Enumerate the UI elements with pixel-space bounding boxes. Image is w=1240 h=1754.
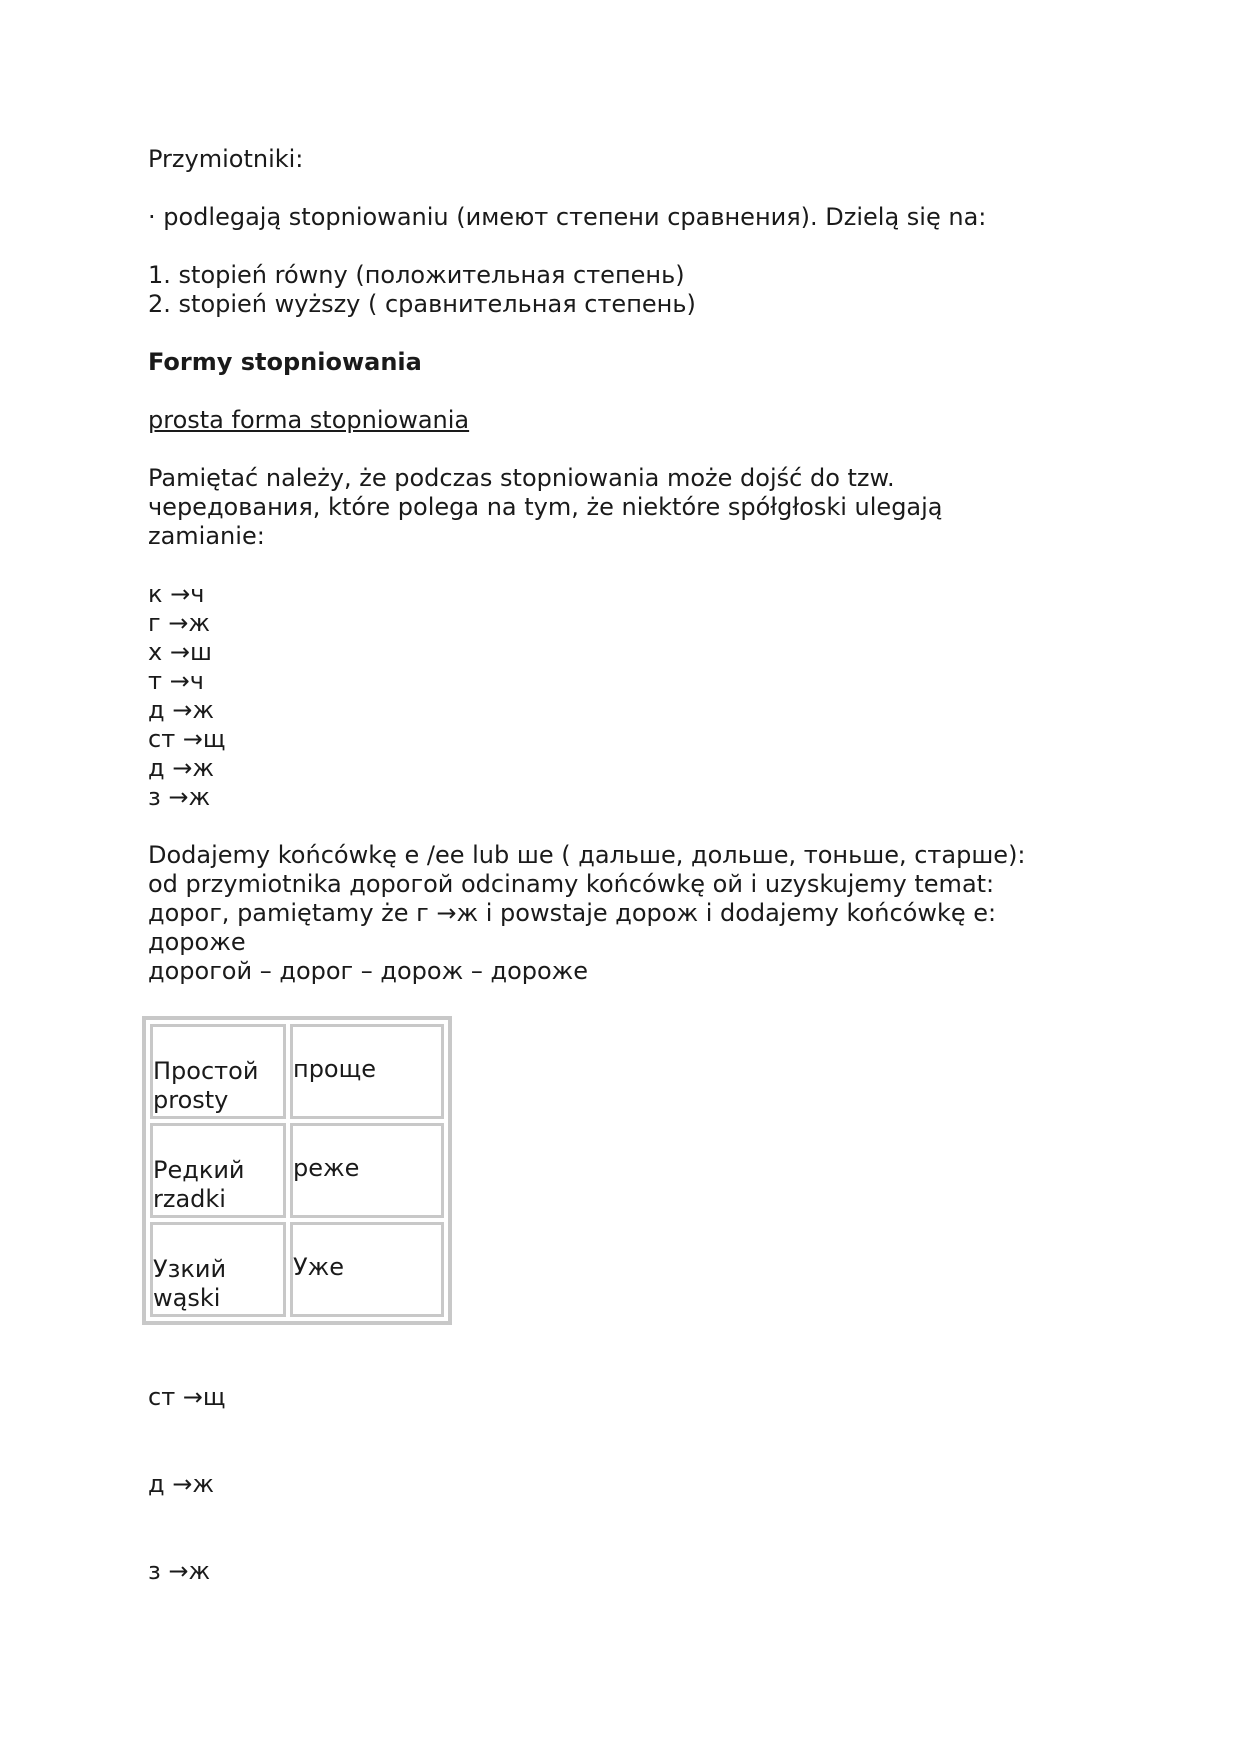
tail-alternation-item: з →ж bbox=[148, 1557, 211, 1585]
table-row bbox=[150, 1222, 444, 1317]
alternation-item: ст →щ bbox=[148, 725, 226, 753]
explanation-line: Dodajemy końcówkę е /ее lub ше ( дальше, дольше, тоньше, старше): bbox=[148, 841, 1026, 869]
alternation-item: г →ж bbox=[148, 609, 210, 637]
note-line: чередования, które polega na tym, że niektóre spółgłoski ulegają bbox=[148, 493, 943, 521]
section-subheading: prosta forma stopniowania bbox=[148, 406, 470, 434]
document-title: Przymiotniki: bbox=[148, 145, 304, 173]
tail-alternation-item: ст →щ bbox=[148, 1383, 226, 1411]
section-heading: Formy stopniowania bbox=[148, 348, 422, 376]
note-line: Pamiętać należy, że podczas stopniowania może dojść do tzw. bbox=[148, 464, 895, 492]
table-cell-comparative bbox=[290, 1123, 444, 1218]
table-cell-comparative bbox=[290, 1222, 444, 1317]
alternation-item: з →ж bbox=[148, 783, 211, 811]
cell-ru: Узкий bbox=[153, 1254, 227, 1283]
table-cell-positive bbox=[150, 1123, 286, 1218]
table-row bbox=[150, 1123, 444, 1218]
cell-ru: Редкий bbox=[153, 1155, 245, 1184]
explanation-line: дороже bbox=[148, 928, 246, 956]
alternation-item: д →ж bbox=[148, 696, 214, 724]
explanation-line: дорог, pamiętamy że г →ж i powstaje дорож i dodajemy końcówkę е: bbox=[148, 899, 997, 927]
cell-pl: rzadki bbox=[153, 1184, 226, 1213]
cell-comparative: проще bbox=[293, 1055, 376, 1083]
cell-pl: prosty bbox=[153, 1085, 229, 1114]
cell-pl: wąski bbox=[153, 1283, 221, 1312]
explanation-line: дорогой – дорог – дорож – дороже bbox=[148, 957, 589, 985]
alternation-item: т →ч bbox=[148, 667, 204, 695]
cell-ru: Простой bbox=[153, 1056, 259, 1085]
alternation-item: к →ч bbox=[148, 580, 205, 608]
table-cell-comparative bbox=[290, 1024, 444, 1119]
explanation-line: od przymiotnika дорогой odcinamy końcówkę ой i uzyskujemy temat: bbox=[148, 870, 995, 898]
degree-item: 2. stopień wyższy ( сравнительная степень) bbox=[148, 290, 696, 318]
table-cell-positive bbox=[150, 1024, 286, 1119]
degree-item: 1. stopień równy (положительная степень) bbox=[148, 261, 685, 289]
table-cell-positive bbox=[150, 1222, 286, 1317]
table-row bbox=[150, 1024, 444, 1119]
cell-comparative: Уже bbox=[293, 1253, 345, 1281]
alternation-item: д →ж bbox=[148, 754, 214, 782]
note-line: zamianie: bbox=[148, 522, 265, 550]
cell-comparative: реже bbox=[293, 1154, 360, 1182]
alternation-item: х →ш bbox=[148, 638, 212, 666]
intro-line: · podlegają stopniowaniu (имеют степени сравнения). Dzielą się na: bbox=[148, 203, 987, 231]
document-body bbox=[148, 145, 1088, 1586]
comparison-table bbox=[142, 1016, 452, 1325]
tail-alternation-item: д →ж bbox=[148, 1470, 214, 1498]
